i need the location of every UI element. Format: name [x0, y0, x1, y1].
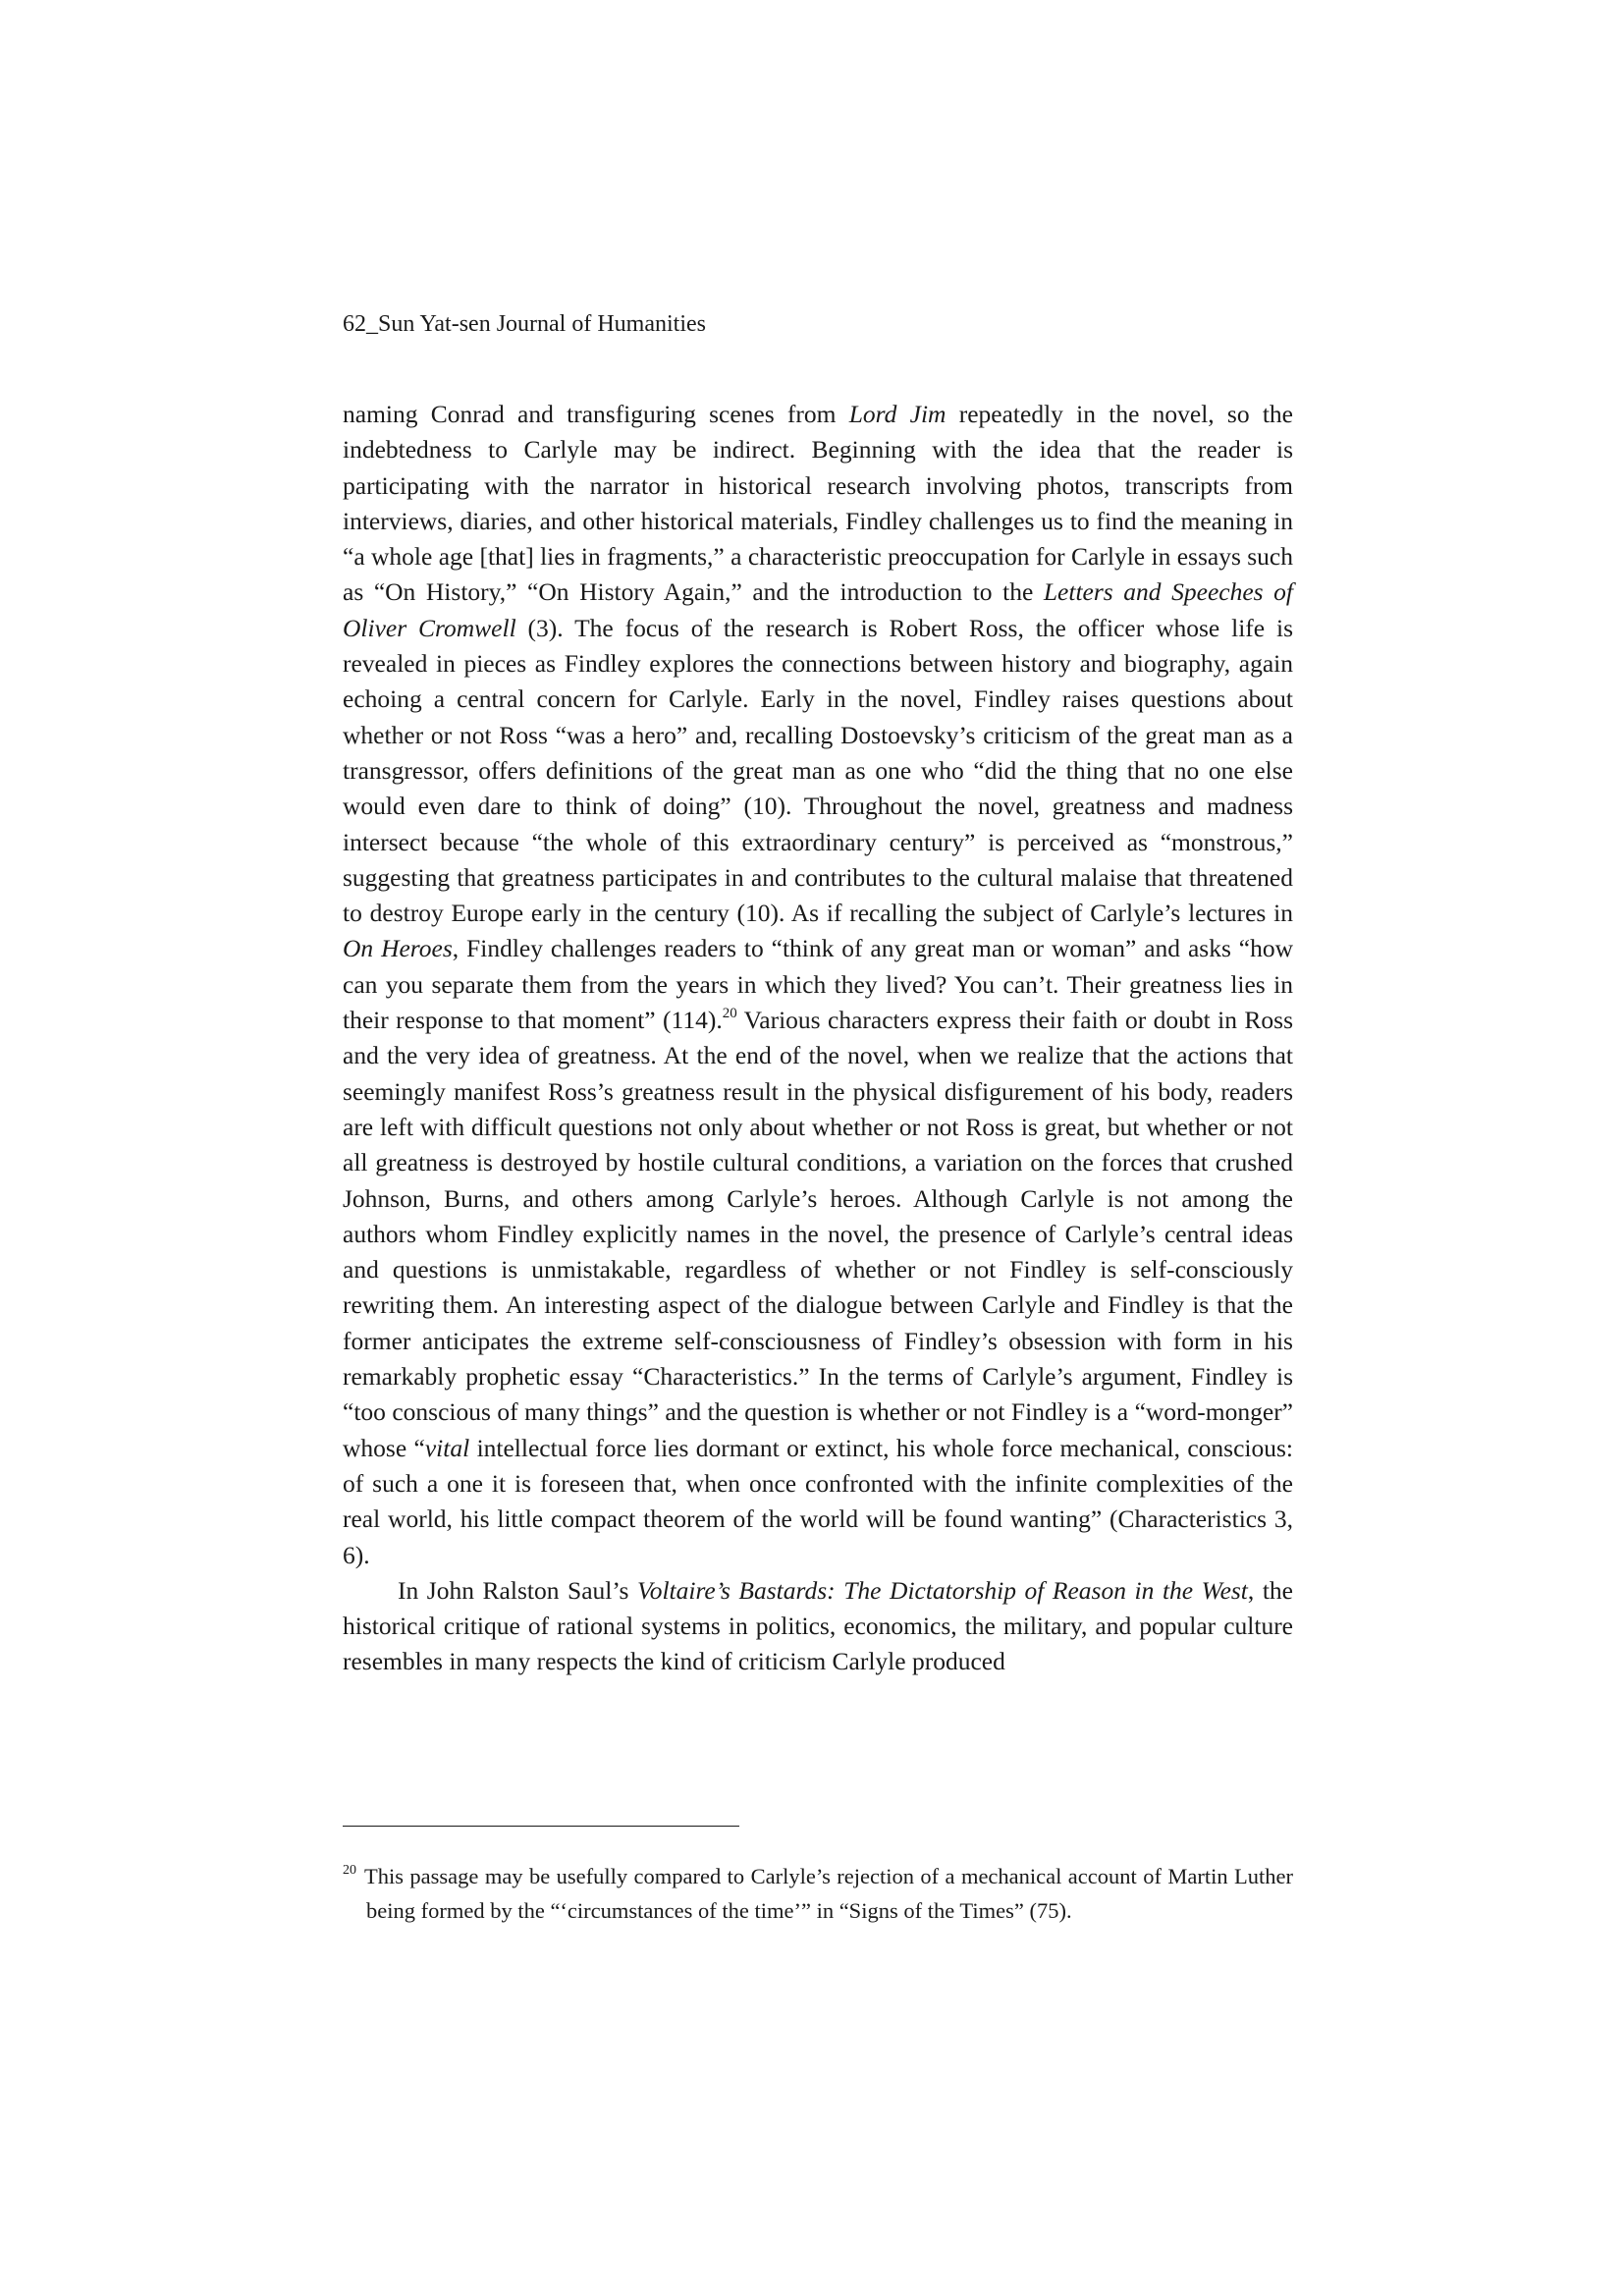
footnote-reference: 20 — [722, 1006, 737, 1022]
text-span: repeatedly in the novel, so the indebtedness to Carlyle may be indirect. Beginning with the idea that the reader is participating with the narrator in historical research involving photos, transcripts from interviews, diaries, and other historical materials, Findley challenges us to find the meaning in “a whole age [that] lies in fragments,” a characteristic preoccupation for Carlyle in essays such as “On History,” “On History Again,” and the introduction to the — [343, 400, 1294, 607]
italic-emphasis-vital: vital — [424, 1433, 470, 1462]
italic-title-lord-jim: Lord Jim — [848, 400, 947, 428]
footnote-text: This passage may be usefully compared to Carlyle’s rejection of a mechanical account of Martin Luther being formed by the “‘circumstances of the time’” in “Signs of the Times” (75). — [364, 1864, 1293, 1923]
footnote-entry — [343, 1859, 1293, 1928]
footnote — [343, 1859, 1293, 1928]
text-span: , the historical critique of rational systems in politics, economics, the military, and popular culture resembles in many respects the kind of criticism Carlyle produced — [343, 1575, 1293, 1676]
text-span: In John Ralston Saul’s — [398, 1575, 637, 1605]
article-body — [343, 397, 1293, 1680]
text-span: (3). The focus of the research is Robert Ross, the officer whose life is revealed in pieces as Findley explores the connections between history and biography, again echoing a central concern for Carlyle. Early in the novel, Findley raises questions about whether or not Ross “was a hero” and, recalling Dostoevsky’s criticism of the great man as a transgressor, offers definitions of the great man as one who “did the thing that no one else would even dare to think of doing” (10). Throughout the novel, greatness and madness intersect because “the whole of this extraordinary century” is perceived as “monstrous,” suggesting that greatness participates in and contributes to the cultural malaise that threatened to destroy Europe early in the century (10). As if recalling the subject of Carlyle’s lectures in — [343, 613, 1293, 928]
footnote-separator — [343, 1826, 739, 1827]
running-head: 62_Sun Yat-sen Journal of Humanities — [343, 311, 706, 337]
body-paragraph-2 — [343, 1573, 1293, 1680]
text-span: naming Conrad and transfiguring scenes from — [343, 400, 849, 428]
italic-title-voltaires-bastards: Voltaire’s Bastards: The Dictatorship of Reason in the West — [636, 1575, 1248, 1605]
text-span: , Findley challenges readers to “think of any great man or woman” and asks “how can you separate them from the years in which they lived? You can’t. Their greatness lies in their response to that moment” (114). — [343, 934, 1293, 1035]
text-span: Various characters express their faith or doubt in Ross and the very idea of greatness. At the end of the novel, when we realize that the actions that seemingly manifest Ross’s greatness result in the physical disfigurement of his body, readers are left with difficult questions not only about whether or not Ross is great, but whether or not all greatness is destroyed by hostile cultural conditions, a variation on the forces that crushed Johnson, Burns, and others among Carlyle’s heroes. Although Carlyle is not among the authors whom Findley explicitly names in the novel, the presence of Carlyle’s central ideas and questions is unmistakable, regardless of whether or not Findley is self-consciously rewriting them. An interesting aspect of the dialogue between Carlyle and Findley is that the former anticipates the extreme self-consciousness of Findley’s obsession with form in his remarkably prophetic essay “Characteristics.” In the terms of Carlyle’s argument, Findley is “too conscious of many things” and the question is whether or not Findley is a “word-monger” whose “ — [343, 1006, 1293, 1462]
footnote-number: 20 — [343, 1863, 356, 1878]
italic-title-cromwell-letters: Letters and Speeches of Oliver Cromwell — [343, 577, 1293, 642]
text-span: intellectual force lies dormant or extinct, his whole force mechanical, conscious: of such a one it is foreseen that, when once confronted with the infinite complexities of the real world, his little compact theorem of the world will be found wanting” (Characteristics 3, 6). — [343, 1433, 1293, 1569]
body-paragraph-1 — [343, 397, 1293, 1573]
italic-title-on-heroes: On Heroes — [343, 934, 453, 963]
